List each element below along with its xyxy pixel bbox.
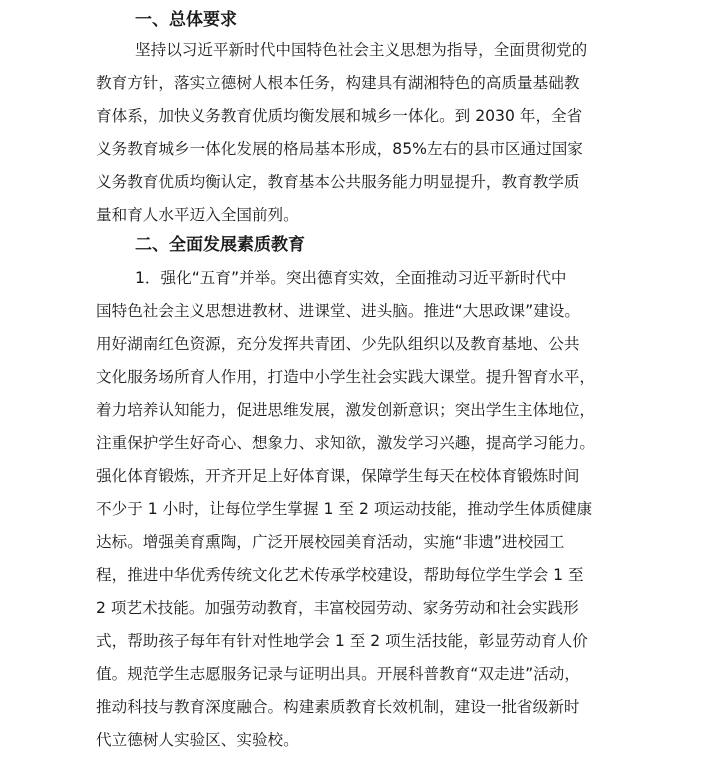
paragraph-line: 教育方针，落实立德树人根本任务，构建具有湖湘特色的高质量基础教 — [96, 74, 580, 92]
paragraph-line: 着力培养认知能力，促进思维发展，激发创新意识；突出学生主体地位， — [96, 401, 596, 419]
paragraph-line: 国特色社会主义思想进教材、进课堂、进头脑。推进“大思政课”建设。 — [96, 302, 580, 320]
paragraph-line: 义务教育优质均衡认定，教育基本公共服务能力明显提升，教育教学质 — [96, 173, 580, 191]
paragraph-line: 育体系，加快义务教育优质均衡发展和城乡一体化。到 2030 年，全省 — [96, 107, 583, 125]
paragraph-line: 量和育人水平迈入全国前列。 — [96, 206, 299, 224]
section-heading-quality-education: 二、全面发展素质教育 — [135, 235, 305, 255]
paragraph-line: 注重保护学生好奇心、想象力、求知欲，激发学习兴趣，提高学习能力。 — [96, 434, 596, 452]
paragraph-line: 不少于 1 小时，让每位学生掌握 1 至 2 项运动技能，推动学生体质健康 — [96, 500, 593, 518]
paragraph-line: 代立德树人实验区、实验校。 — [96, 731, 299, 749]
paragraph-line: 强化体育锻炼，开齐开足上好体育课，保障学生每天在校体育锻炼时间 — [96, 467, 580, 485]
paragraph-line: 程，推进中华优秀传统文化艺术传承学校建设，帮助每位学生学会 1 至 — [96, 566, 584, 584]
paragraph-line: 式，帮助孩子每年有针对性地学会 1 至 2 项生活技能，彰显劳动育人价 — [96, 632, 588, 650]
paragraph-line: 2 项艺术技能。加强劳动教育，丰富校园劳动、家务劳动和社会实践形 — [96, 599, 579, 617]
paragraph-line: 坚持以习近平新时代中国特色社会主义思想为指导，全面贯彻党的 — [135, 41, 588, 59]
section-heading-general-requirements: 一、总体要求 — [135, 10, 237, 30]
paragraph-line: 值。规范学生志愿服务记录与证明出具。开展科普教育“双走进”活动， — [96, 665, 580, 683]
paragraph-line: 文化服务场所育人作用，打造中小学生社会实践大课堂。提升智育水平， — [96, 368, 596, 386]
paragraph-line: 义务教育城乡一体化发展的格局基本形成，85%左右的县市区通过国家 — [96, 140, 583, 158]
paragraph-line: 1．强化“五育”并举。突出德育实效，全面推动习近平新时代中 — [135, 269, 567, 287]
paragraph-line: 用好湖南红色资源，充分发挥共青团、少先队组织以及教育基地、公共 — [96, 335, 580, 353]
paragraph-line: 推动科技与教育深度融合。构建素质教育长效机制，建设一批省级新时 — [96, 698, 580, 716]
paragraph-line: 达标。增强美育熏陶，广泛开展校园美育活动，实施“非遗”进校园工 — [96, 533, 565, 551]
